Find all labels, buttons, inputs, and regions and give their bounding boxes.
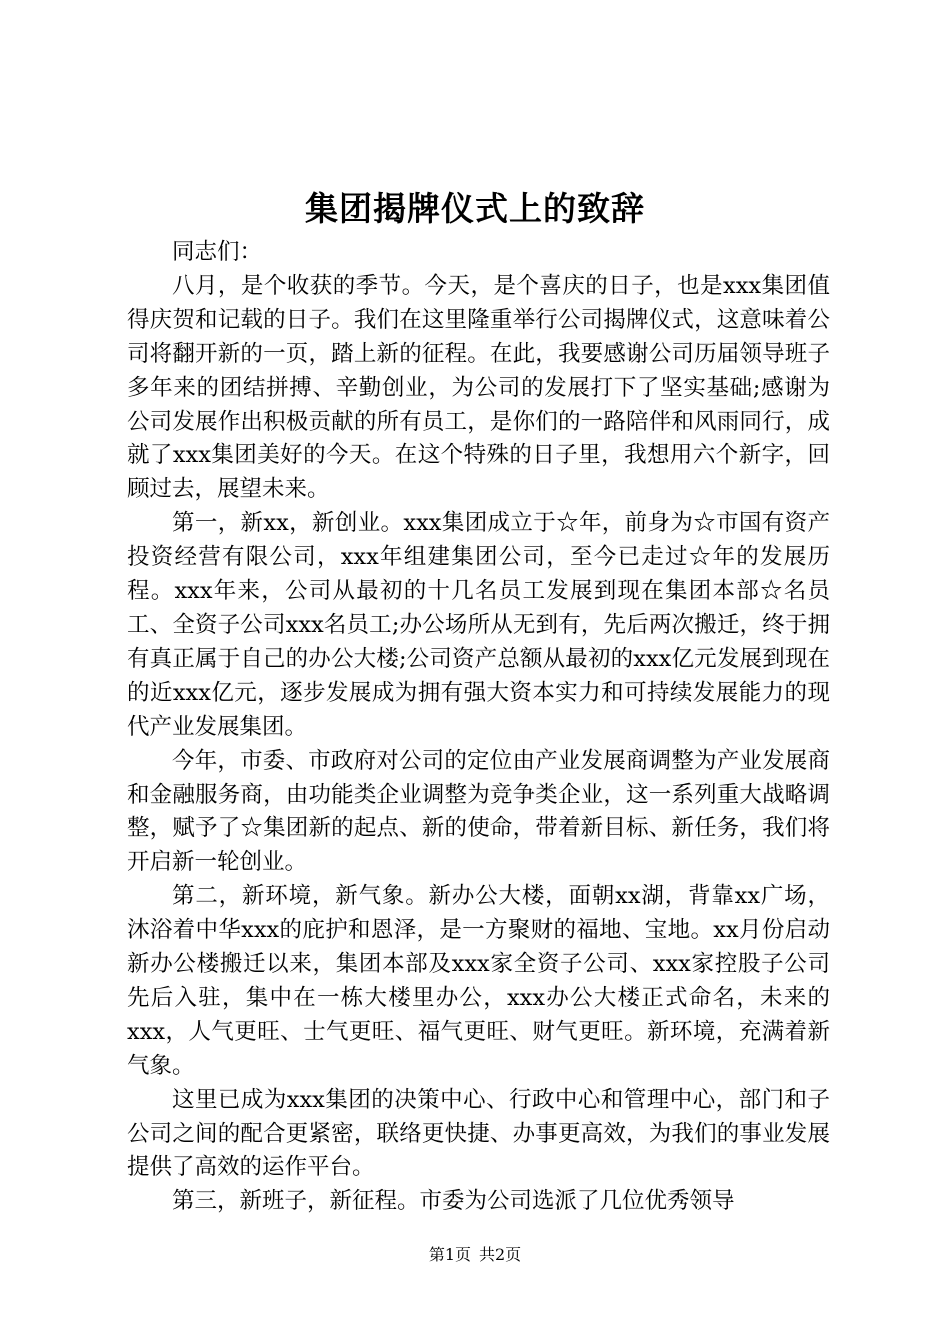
paragraph: 这里已成为xxx集团的决策中心、行政中心和管理中心，部门和子公司之间的配合更紧密，联络更快捷、办事更高效，为我们的事业发展提供了高效的运作平台。	[127, 1086, 830, 1181]
salutation: 同志们：	[172, 239, 263, 265]
page-total: 共2页	[479, 1245, 522, 1264]
page-footer	[0, 1243, 950, 1267]
paragraph: 第二，新环境，新气象。新办公大楼，面朝xx湖，背靠xx广场，沐浴着中华xxx的庇护和恩泽，是一方聚财的福地、宝地。xx月份启动新办公楼搬迁以来，集团本部及xxx家全资子公司、xxx家控股子公司先后入驻，集中在一栋大楼里办公，xxx办公大楼正式命名，未来的xxx，人气更旺、士气更旺、福气更旺、财气更旺。新环境，充满着新气象。	[127, 883, 830, 1079]
document-body	[127, 236, 830, 1219]
paragraph: 第一，新xx，新创业。xxx集团成立于☆年，前身为☆市国有资产投资经营有限公司，xxx年组建集团公司，至今已走过☆年的发展历程。xxx年来，公司从最初的十几名员工发展到现在集团本部☆名员工、全资子公司xxx名员工;办公场所从无到有，先后两次搬迁，终于拥有真正属于自己的办公大楼;公司资产总额从最初的xxx亿元发展到现在的近xxx亿元，逐步发展成为拥有强大资本实力和可持续发展能力的现代产业发展集团。	[127, 510, 830, 740]
document-title: 集团揭牌仪式上的致辞	[305, 189, 645, 228]
page-number: 第1页	[428, 1245, 471, 1264]
paragraph: 今年，市委、市政府对公司的定位由产业发展商调整为产业发展商和金融服务商，由功能类企业调整为竞争类企业，这一系列重大战略调整，赋予了☆集团新的起点、新的使命，带着新目标、新任务，我们将开启新一轮创业。	[127, 747, 830, 876]
paragraph: 第三，新班子，新征程。市委为公司选派了几位优秀领导	[172, 1188, 735, 1215]
paragraph: 八月，是个收获的季节。今天，是个喜庆的日子，也是xxx集团值得庆贺和记载的日子。我们在这里隆重举行公司揭牌仪式，这意味着公司将翻开新的一页，踏上新的征程。在此，我要感谢公司历届领导班子多年来的团结拼搏、辛勤创业，为公司的发展打下了坚实基础;感谢为公司发展作出积极贡献的所有员工，是你们的一路陪伴和风雨同行，成就了xxx集团美好的今天。在这个特殊的日子里，我想用六个新字，回顾过去，展望未来。	[127, 272, 830, 503]
